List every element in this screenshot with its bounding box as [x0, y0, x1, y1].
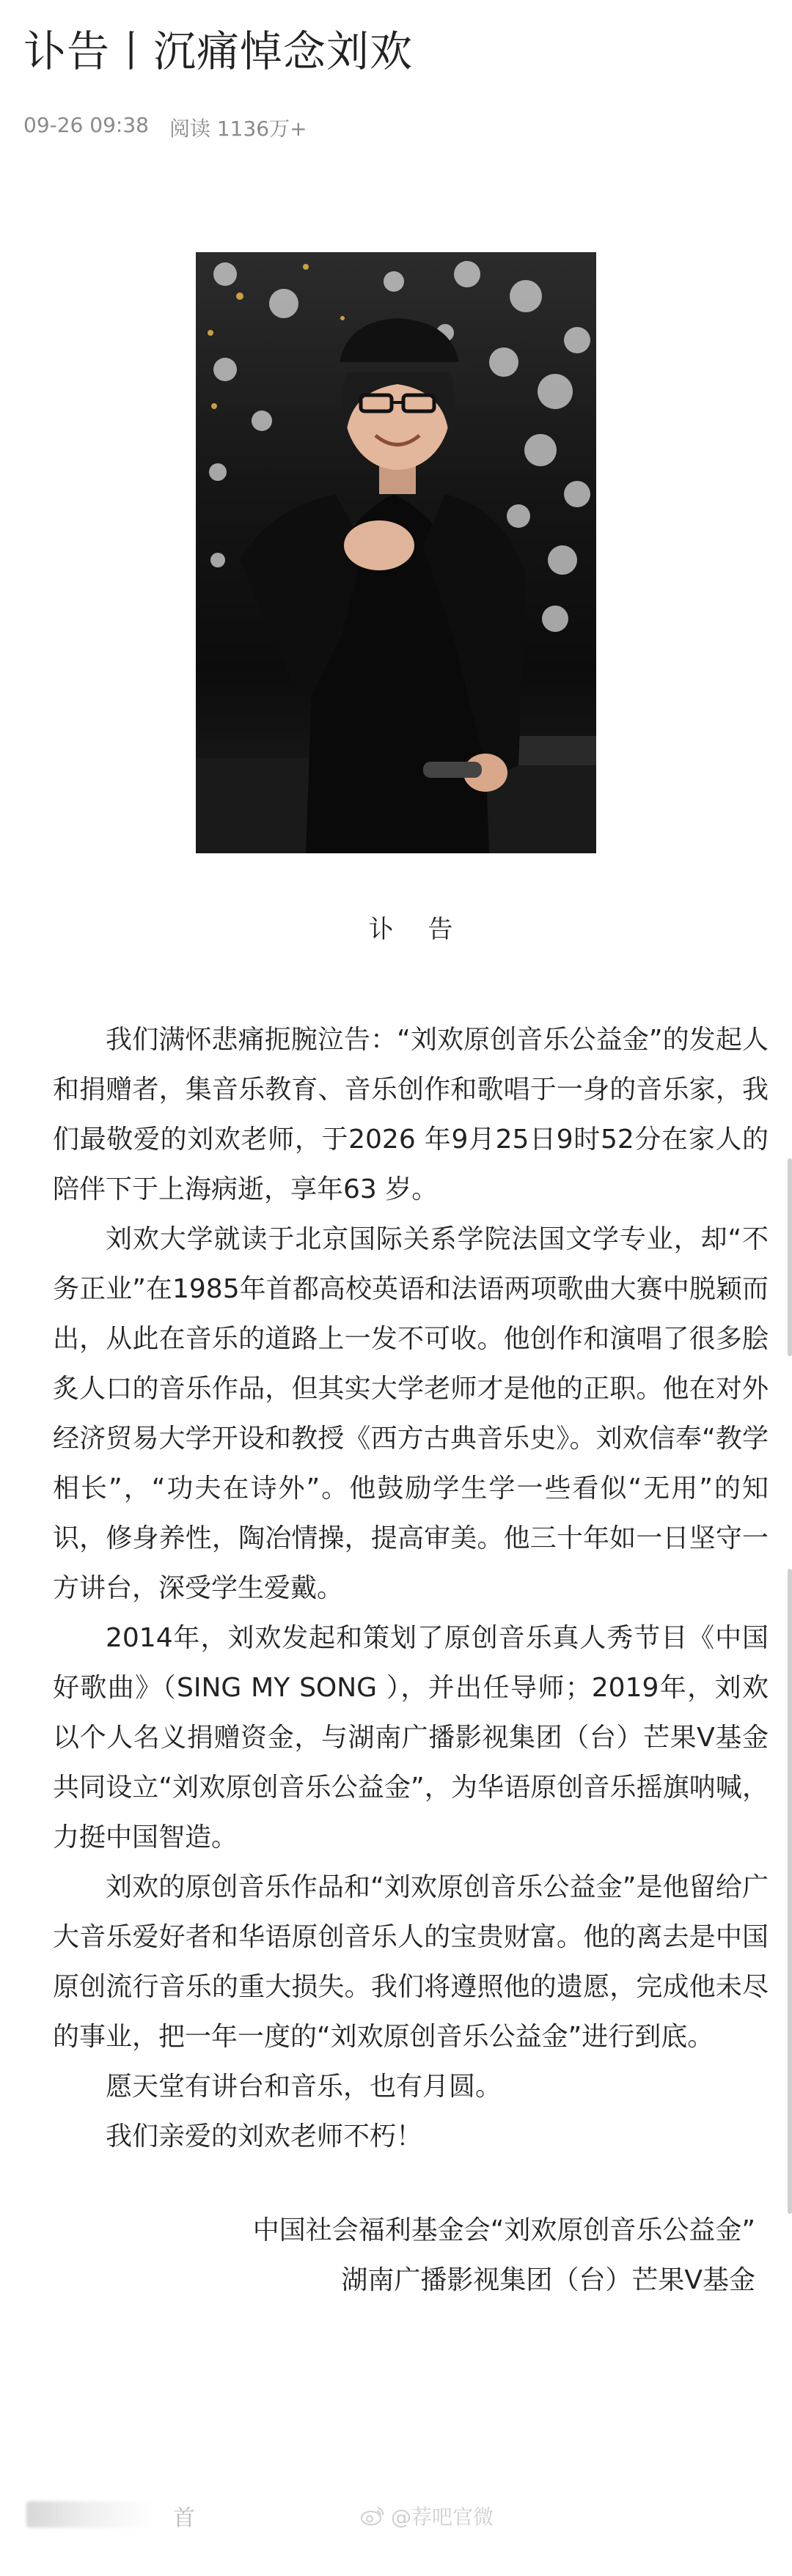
portrait-illustration	[196, 252, 596, 853]
weibo-watermark	[360, 2501, 494, 2531]
paragraph-fund: 2014年，刘欢发起和策划了原创音乐真人秀节目《中国好歌曲》（SING MY SONG ），并出任导师；2019年，刘欢以个人名义捐赠资金，与湖南广播影视集团（台）芒果V基金共同设立“刘欢原创音乐公益金”，为华语原创音乐摇旗呐喊，力挺中国智造。	[53, 1623, 769, 1852]
weibo-icon	[360, 2505, 385, 2527]
scrollbar-track-segment[interactable]	[788, 1569, 792, 2214]
signature-block	[53, 2206, 769, 2305]
article-header	[23, 22, 769, 142]
watermark-text: @荐吧官微	[391, 2505, 494, 2529]
partial-footer-text: 首	[173, 2506, 195, 2531]
obituary-heading: 讣 告	[368, 915, 466, 944]
footer	[26, 2491, 766, 2535]
blurred-text	[26, 2501, 158, 2528]
paragraph-legacy: 刘欢的原创音乐作品和“刘欢原创音乐公益金”是他留给广大音乐爱好者和华语原创音乐人的宝贵财富。他的离去是中国原创流行音乐的重大损失。我们将遵照他的遗愿，完成他未尽的事业，把一年一度的“刘欢原创音乐公益金”进行到底。	[53, 1872, 769, 2052]
article-meta	[23, 113, 769, 142]
page-title: 讣告丨沉痛悼念刘欢	[23, 26, 414, 76]
publish-time: 09-26 09:38	[23, 113, 149, 137]
scrollbar-thumb[interactable]	[788, 1158, 792, 1356]
obituary-article	[53, 909, 769, 2305]
signature-line: 中国社会福利基金会“刘欢原创音乐公益金”	[252, 2215, 755, 2245]
paragraph-biography: 刘欢大学就读于北京国际关系学院法国文学专业，却“不务正业”在1985年首都高校英语和法语两项歌曲大赛中脱颖而出，从此在音乐的道路上一发不可收。他创作和演唱了很多脍炙人口的音乐作品，但其实大学老师才是他的正职。他在对外经济贸易大学开设和教授《西方古典音乐史》。刘欢信奉“教学相长”，“功夫在诗外”。他鼓励学生学一些看似“无用”的知识，修身养性，陶冶情操，提高审美。他三十年如一日坚守一方讲台，深受学生爱戴。	[53, 1224, 769, 1603]
paragraph-announcement: 我们满怀悲痛扼腕泣告：“刘欢原创音乐公益金”的发起人和捐赠者，集音乐教育、音乐创作和歌唱于一身的音乐家，我们最敬爱的刘欢老师，于2026 年9月25日9时52分在家人的陪伴下于上海病逝，享年63 岁。	[53, 1025, 769, 1204]
signature-line: 湖南广播影视集团（台）芒果V基金	[341, 2265, 755, 2295]
paragraph-tribute: 我们亲爱的刘欢老师不朽！	[106, 2121, 423, 2152]
paragraph-wish: 愿天堂有讲台和音乐，也有月圆。	[106, 2072, 502, 2102]
read-count: 阅读 1136万+	[169, 117, 307, 141]
portrait-photo[interactable]	[196, 252, 596, 853]
